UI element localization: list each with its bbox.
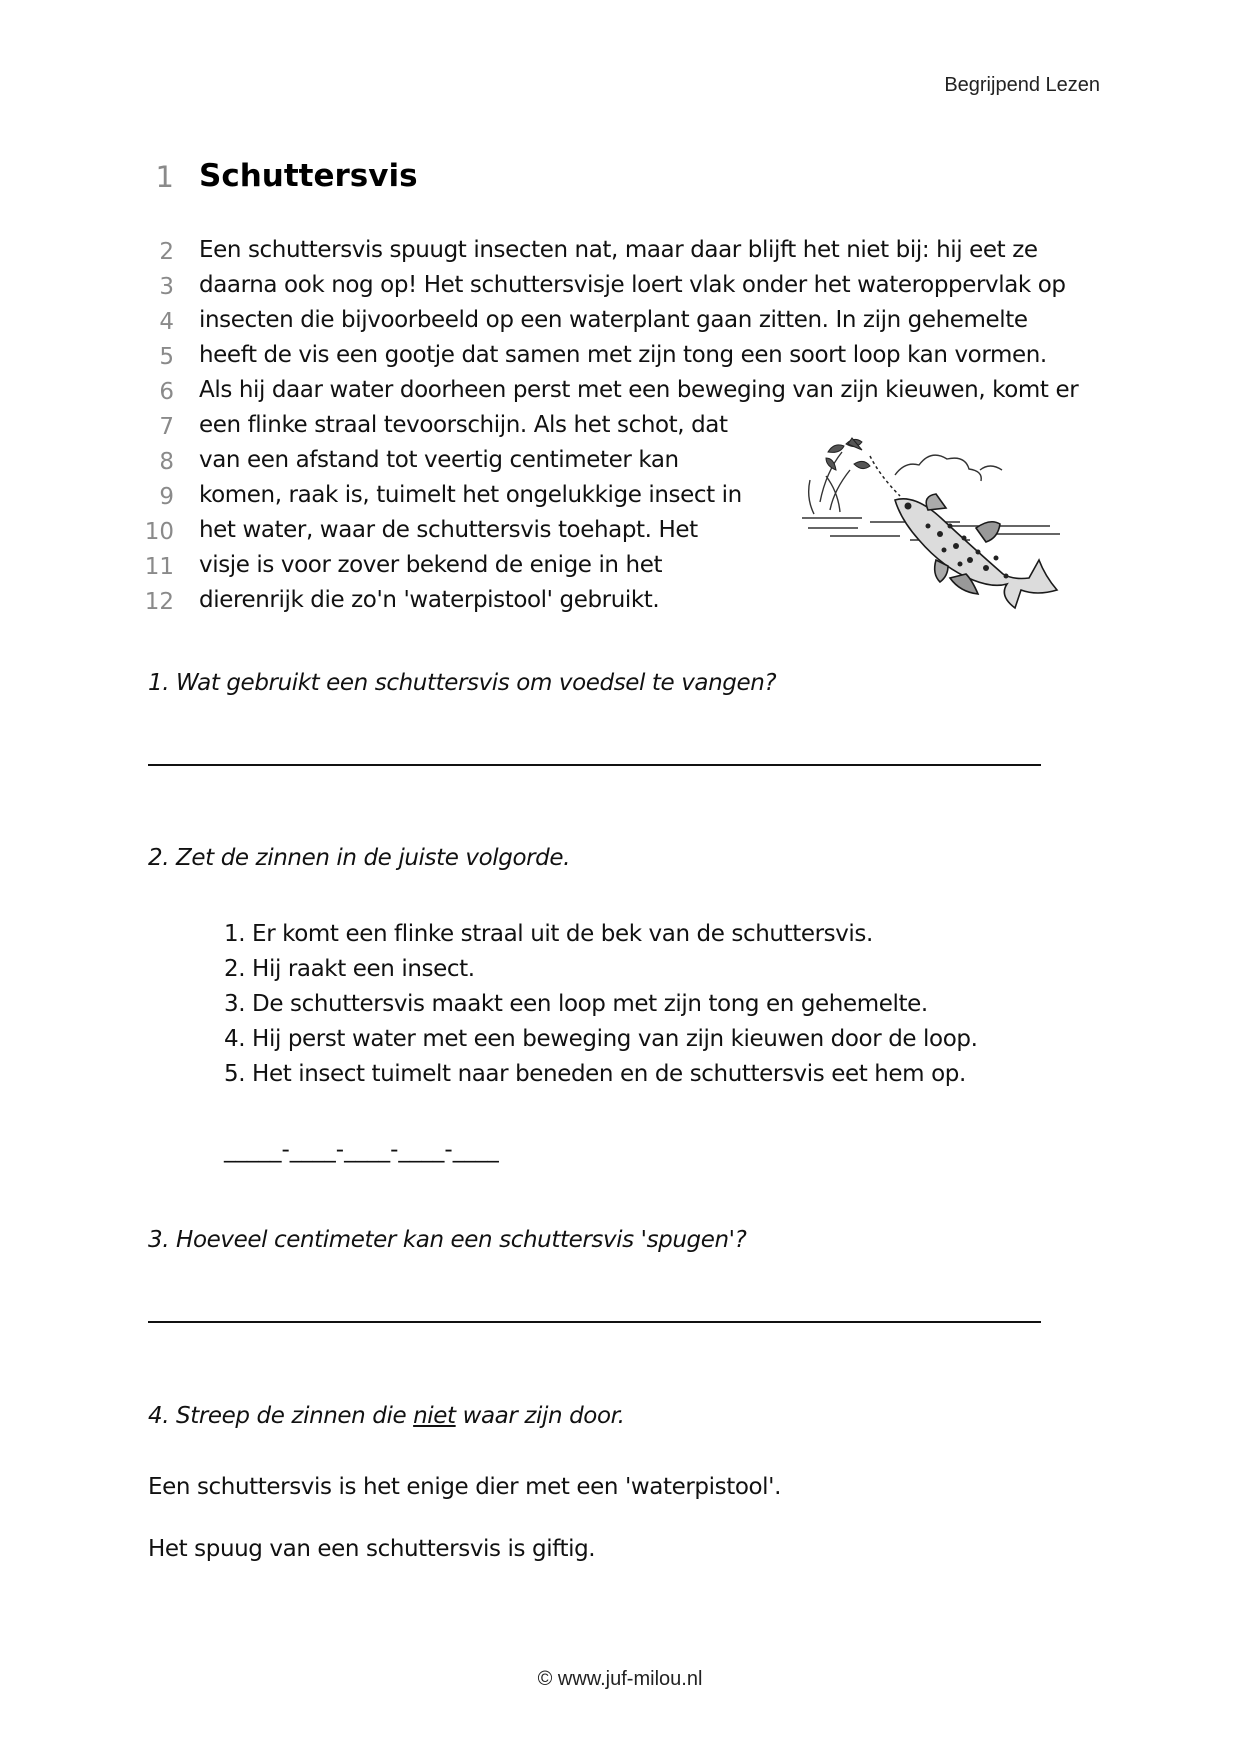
- line-number: 4: [159, 309, 174, 335]
- question-3: 3. Hoeveel centimeter kan een schuttersvis 'spugen'?: [148, 1227, 747, 1253]
- story-line-text: Als hij daar water doorheen perst met een beweging van zijn kieuwen, komt er: [199, 377, 1079, 403]
- story-line-text: komen, raak is, tuimelt het ongelukkige insect in: [199, 482, 742, 508]
- order-item: 3. De schuttersvis maakt een loop met zijn tong en gehemelte.: [224, 991, 928, 1017]
- line-number: 5: [159, 344, 174, 370]
- story-line-text: het water, waar de schuttersvis toehapt. Het: [199, 517, 698, 543]
- question-2: 2. Zet de zinnen in de juiste volgorde.: [148, 845, 571, 871]
- story-line: [140, 342, 1140, 377]
- statement-2[interactable]: Het spuug van een schuttersvis is giftig.: [148, 1536, 596, 1562]
- story-line-text: visje is voor zover bekend de enige in het: [199, 552, 663, 578]
- line-number: 7: [159, 414, 174, 440]
- page-title: Schuttersvis: [199, 158, 418, 194]
- line-number: 10: [144, 519, 174, 545]
- story-line-text: heeft de vis een gootje dat samen met zijn tong een soort loop kan vormen.: [199, 342, 1047, 368]
- order-item: 2. Hij raakt een insect.: [224, 956, 475, 982]
- line-number: 12: [144, 589, 174, 615]
- statement-1[interactable]: Een schuttersvis is het enige dier met een 'waterpistool'.: [148, 1474, 781, 1500]
- answer-line-1[interactable]: [148, 764, 1041, 766]
- story-line-text: dierenrijk die zo'n 'waterpistool' gebruikt.: [199, 587, 660, 613]
- order-item: 1. Er komt een flinke straal uit de bek van de schuttersvis.: [224, 921, 873, 947]
- footer-copyright: © www.juf-milou.nl: [537, 1668, 703, 1690]
- line-number: 6: [159, 379, 174, 405]
- header-label: Begrijpend Lezen: [944, 74, 1100, 96]
- story-line-text: van een afstand tot veertig centimeter kan: [199, 447, 679, 473]
- line-number: 3: [159, 274, 174, 300]
- question-4-emphasis: niet: [413, 1403, 456, 1429]
- line-number: 11: [144, 554, 174, 580]
- story-line-text: daarna ook nog op! Het schuttersvisje loert vlak onder het wateroppervlak op: [199, 272, 1066, 298]
- question-4: [148, 1403, 624, 1429]
- line-number: 8: [159, 449, 174, 475]
- question-4-start: 4. Streep de zinnen die: [148, 1403, 414, 1429]
- story-line-text: een flinke straal tevoorschijn. Als het schot, dat: [199, 412, 728, 438]
- sentence-order-list: [224, 921, 978, 1096]
- answer-line-3[interactable]: [148, 1321, 1041, 1323]
- story-line-text: Een schuttersvis spuugt insecten nat, maar daar blijft het niet bij: hij eet ze: [199, 237, 1038, 263]
- story-line: [140, 377, 1140, 412]
- question-4-end: waar zijn door.: [455, 1403, 625, 1429]
- order-answer-blanks[interactable]: _____-____-____-____-____: [224, 1137, 499, 1163]
- question-1: 1. Wat gebruikt een schuttersvis om voedsel te vangen?: [148, 670, 777, 696]
- line-number: 9: [159, 484, 174, 510]
- order-item: 4. Hij perst water met een beweging van zijn kieuwen door de loop.: [224, 1026, 978, 1052]
- story-line: [140, 307, 1140, 342]
- story-line: [140, 272, 1140, 307]
- story-line-text: insecten die bijvoorbeeld op een waterplant gaan zitten. In zijn gehemelte: [199, 307, 1028, 333]
- line-number: 2: [159, 239, 174, 265]
- order-item: 5. Het insect tuimelt naar beneden en de schuttersvis eet hem op.: [224, 1061, 966, 1087]
- line-number: 1: [155, 160, 174, 194]
- story-line: [140, 237, 1140, 272]
- archerfish-illustration: [800, 430, 1070, 635]
